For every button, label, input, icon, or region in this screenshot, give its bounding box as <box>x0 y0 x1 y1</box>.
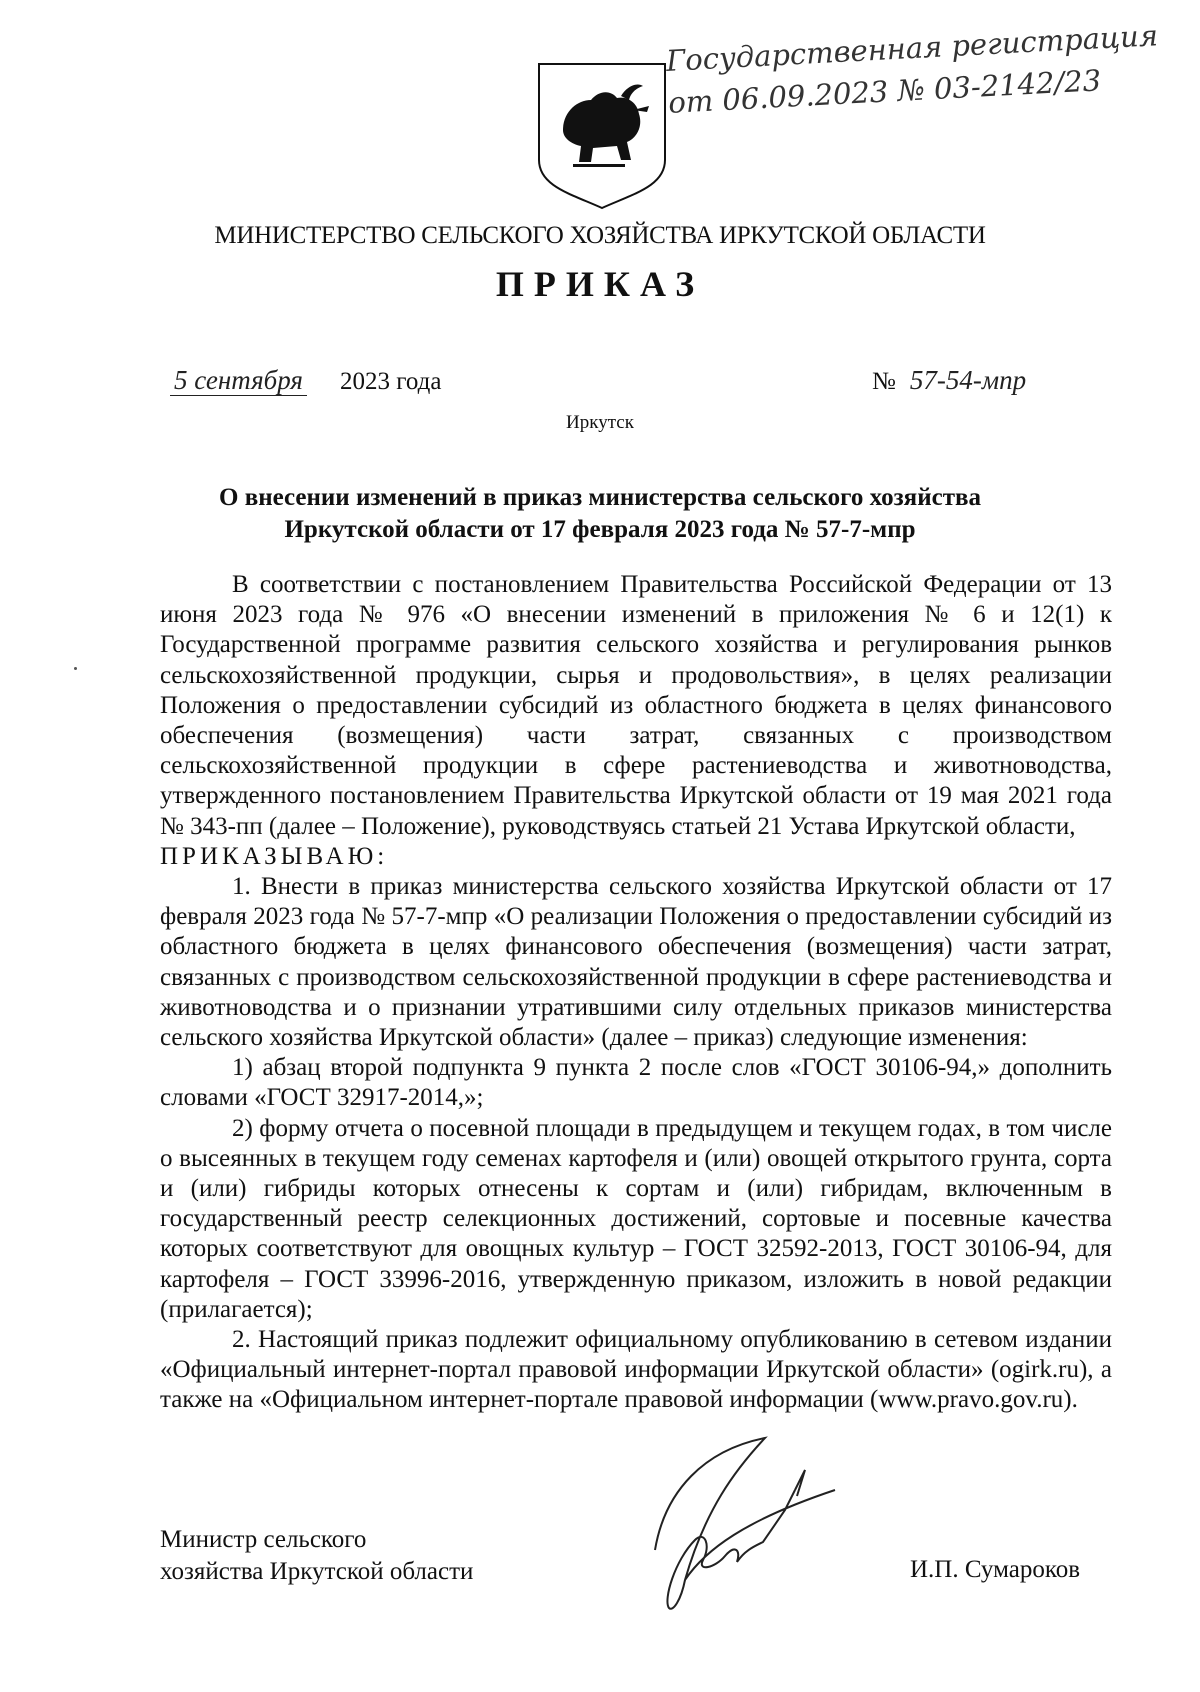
scan-speck <box>74 667 77 670</box>
order-date-year: 2023 года <box>340 368 442 395</box>
item-1-2-paragraph: 2) форму отчета о посевной площади в предыдущем и текущем годах, в том числе о высеянных в текущем году семенах картофеля и (или) овощей открытого грунта, сорта и (или) гибриды которых отнесены к сортам и (или) гибридам, включенным в государственный реестр селекционных достижений, сортовые и посевные качества которых соответствуют для овощных культур – ГОСТ 32592-2013, ГОСТ 30106-94, для картофеля – ГОСТ 33996-2016, утвержденную приказом, изложить в новой редакции (прилагается); <box>160 1114 1112 1323</box>
order-number-label: № <box>872 368 896 395</box>
ministry-name: МИНИСТЕРСТВО СЕЛЬСКОГО ХОЗЯЙСТВА ИРКУТСКОЙ ОБЛАСТИ <box>214 222 986 249</box>
handwritten-signature <box>645 1430 845 1620</box>
signatory-name: И.П. Сумароков <box>910 1556 1081 1583</box>
item-1-paragraph: 1. Внести в приказ министерства сельского хозяйства Иркутской области от 17 февраля 2023 года № 57-7-мпр «О реализации Положения о предоставлении субсидий из областного бюджета в целях финансового обеспечения (возмещения) части затрат, связанных с производством сельскохозяйственной продукции в сфере растениеводства и животноводства и о признании утратившими силу отдельных приказов министерства сельского хозяйства Иркутской области» (далее – приказ) следующие изменения: <box>160 873 1112 1052</box>
order-body <box>160 570 1112 1416</box>
item-2-paragraph: 2. Настоящий приказ подлежит официальному опубликованию в сетевом издании «Официальный интернет-портал правовой информации Иркутской области» (ogirk.ru), а также на «Официальном интернет-портале правовой информации (www.pravo.gov.ru). <box>160 1326 1112 1414</box>
order-number-handwritten: 57-54-мпр <box>909 365 1027 395</box>
coat-of-arms-emblem <box>533 60 671 210</box>
preamble-paragraph: В соответствии с постановлением Правительства Российской Федерации от 13 июня 2023 года № 976 «О внесении изменений в приложения № 6 и 12(1) к Государственной программе развития сельского хозяйства и регулирования рынков сельскохозяйственной продукции, сырья и продовольствия», в целях реализации Положения о предоставлении субсидий из областного бюджета в целях финансового обеспечения (возмещения) части затрат, связанных с производством сельскохозяйственной продукции в сфере растениеводства и животноводства, утвержденного постановлением Правительства Иркутской области от 19 мая 2021 года № 343-пп (далее – Положение), руководствуясь статьей 21 Устава Иркутской области, <box>160 571 1112 840</box>
document-type-title: ПРИКАЗ <box>495 264 705 304</box>
order-heading-line1: О внесении изменений в приказ министерства сельского хозяйства <box>219 484 981 511</box>
signatory-position-line1: Министр сельского <box>160 1526 367 1553</box>
signatory-position <box>160 1524 473 1588</box>
registration-note-line1: Государственная регистрация <box>665 18 1159 78</box>
prikazyvayu-heading: ПРИКАЗЫВАЮ: <box>160 842 389 870</box>
item-1-1-paragraph: 1) абзац второй подпункта 9 пункта 2 после слов «ГОСТ 30106-94,» дополнить словами «ГОСТ 32917-2014,»; <box>160 1054 1112 1112</box>
registration-note-line2: от 06.09.2023 № 03-2142/23 <box>667 63 1102 120</box>
registration-note <box>665 14 1161 124</box>
signatory-position-line2: хозяйства Иркутской области <box>160 1558 474 1585</box>
order-heading <box>150 482 1050 546</box>
order-heading-line2: Иркутской области от 17 февраля 2023 года № 57-7-мпр <box>284 516 916 543</box>
order-date-handwritten: 5 сентября <box>170 365 307 396</box>
order-number <box>872 365 1026 396</box>
city: Иркутск <box>566 412 634 433</box>
